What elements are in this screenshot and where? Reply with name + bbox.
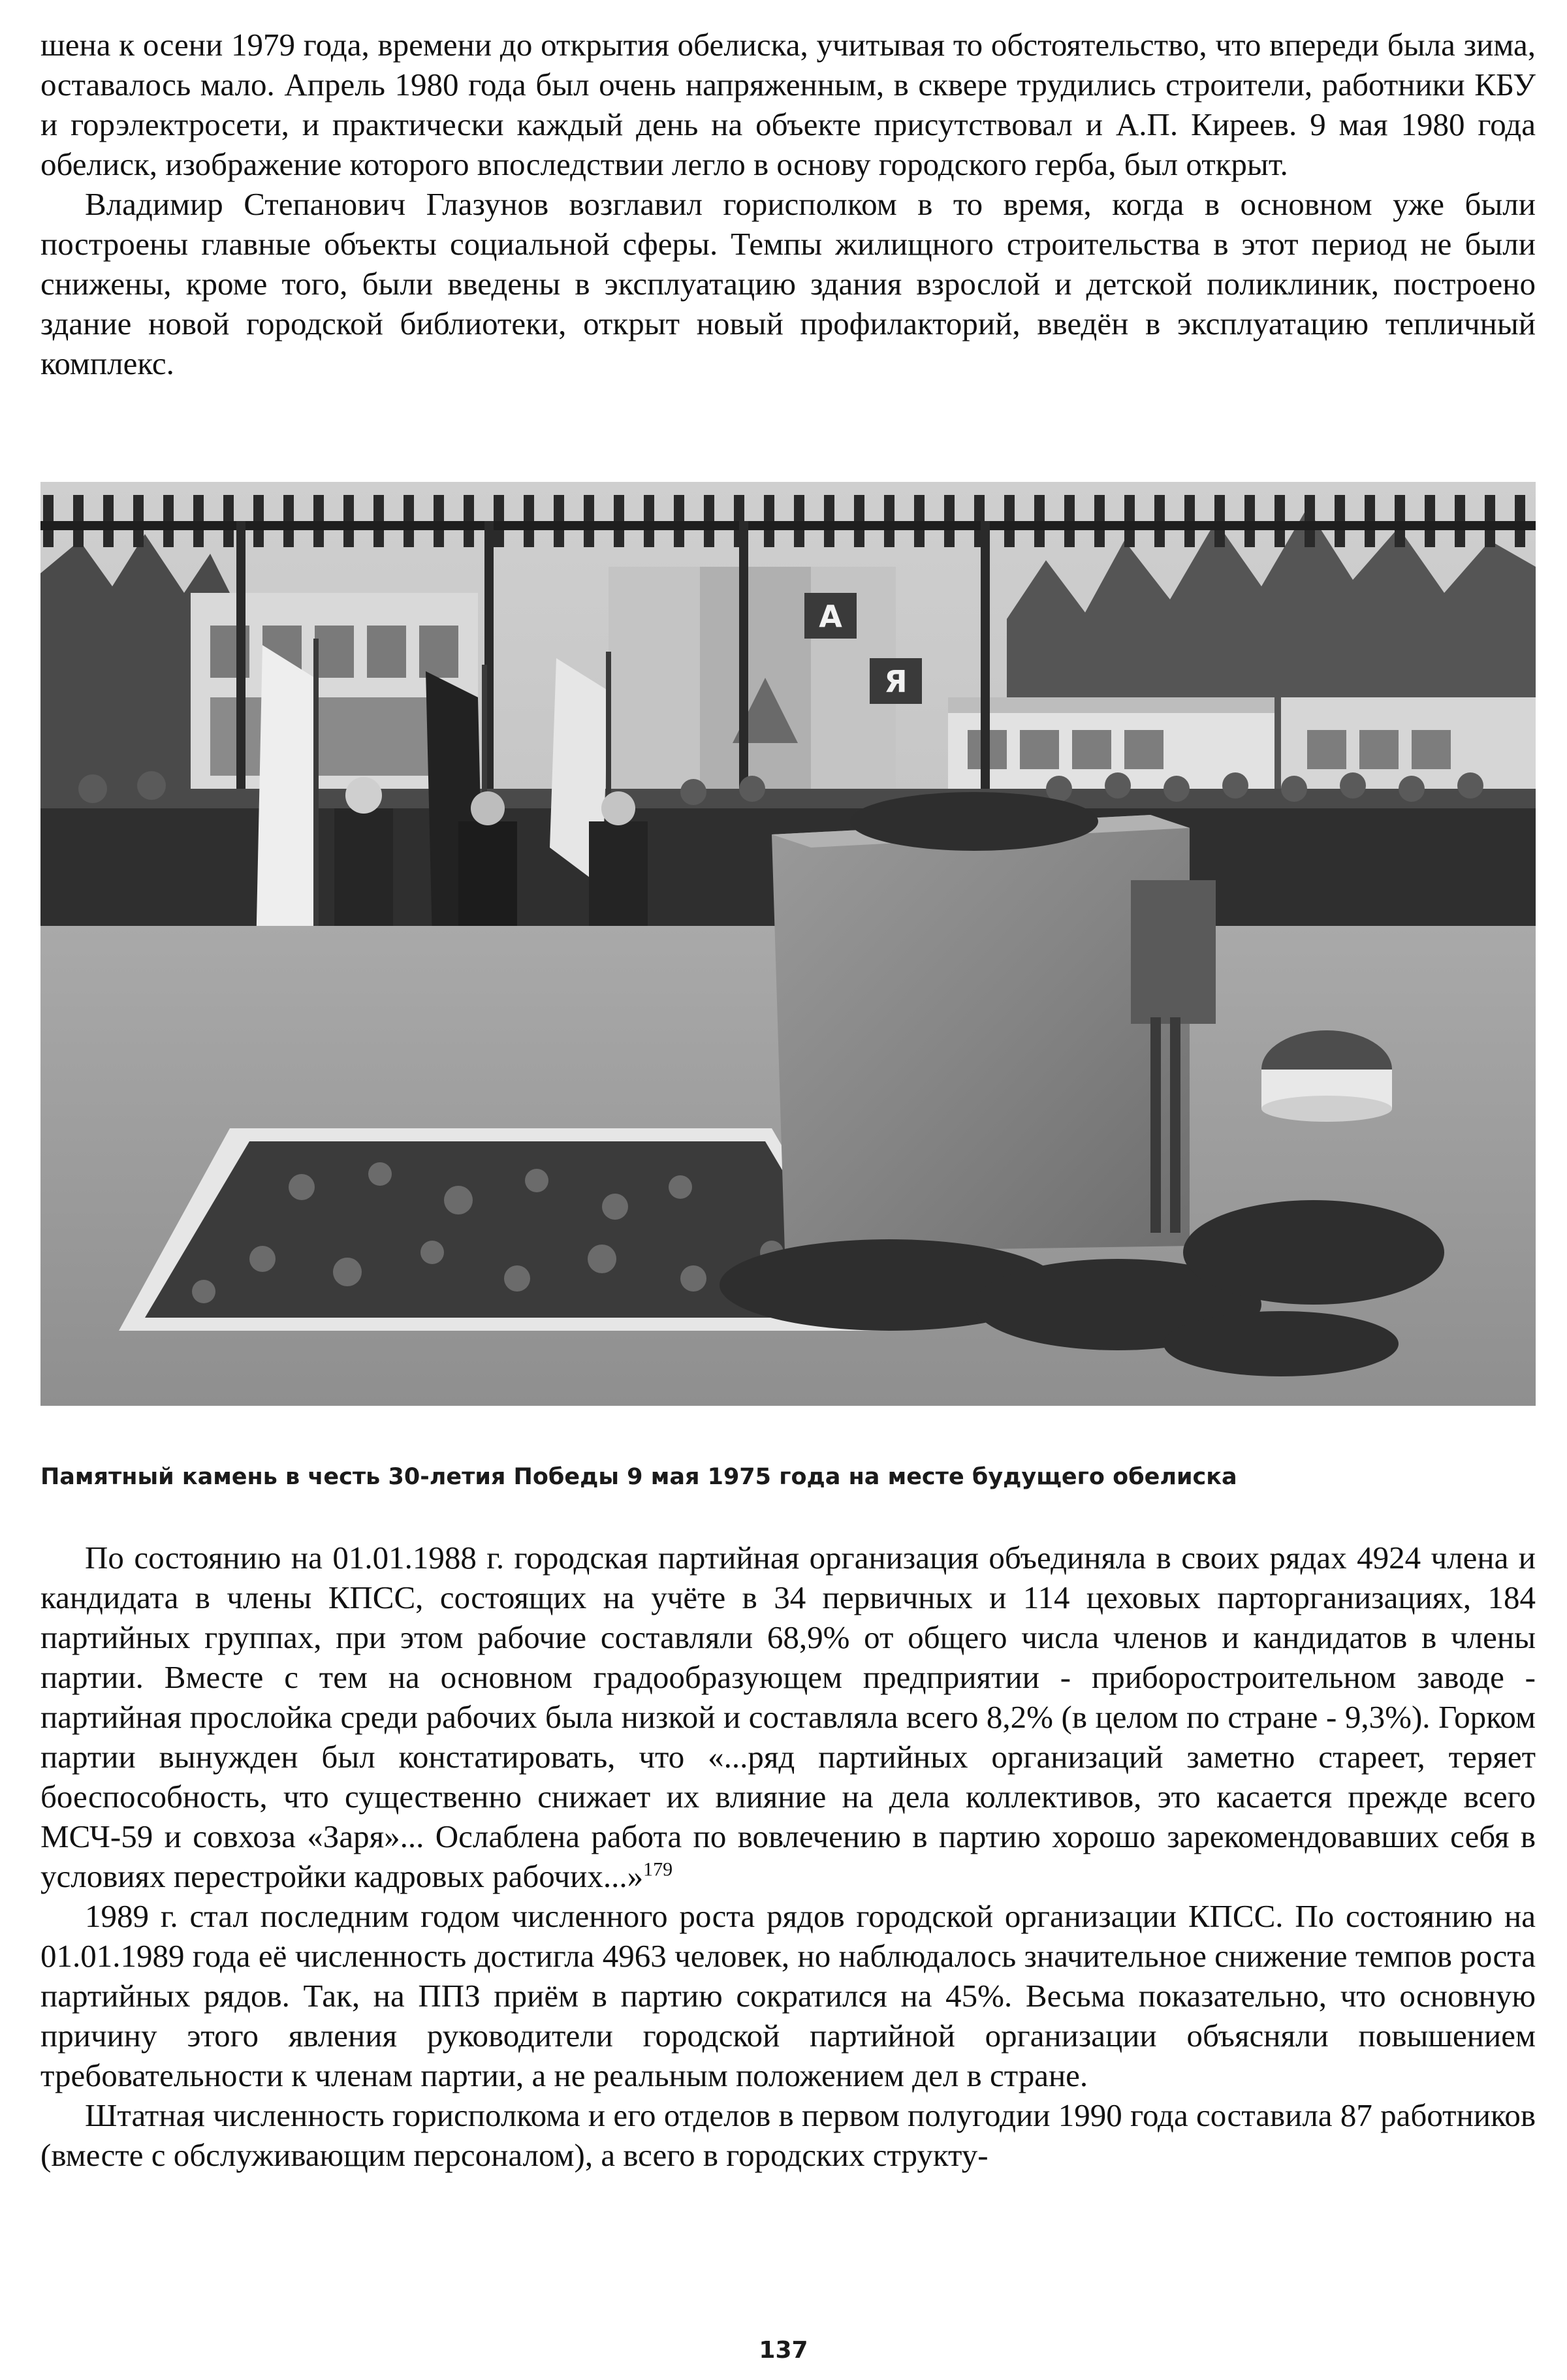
paragraph-party-1988 xyxy=(40,1538,1536,1896)
page-number: 137 xyxy=(759,2337,808,2364)
bottom-text-block xyxy=(40,1538,1536,2175)
footnote-reference: 179 xyxy=(643,1858,673,1880)
paragraph-glazunov: Владимир Степанович Глазунов возглавил горисполком в то время, когда в основном уже были построены главные объекты социальной сферы. Темпы жилищного строительства в этот период не были снижены, кроме того, были введены в эксплуатацию здания взрослой и детской поликлиник, построено здание новой городской библиотеки, открыт новый профилакторий, введён в эксплуатацию тепличный комплекс. xyxy=(40,186,1536,381)
photo-illustration xyxy=(40,482,1536,1406)
sign-letter-ya: Я xyxy=(884,664,908,699)
paragraph-party-1989: 1989 г. стал последним годом численного роста рядов городской организации КПСС. По состоянию на 01.01.1989 года её численность достигла 4963 человек, но наблюдалось значительное снижение темпов роста партийных рядов. Так, на ППЗ приём в партию сократился на 45%. Весьма показательно, что основную причину этого явления руководители городской партийной организации объясняли повышением требовательности к членам партии, а не реальным положением дел в стране. xyxy=(40,1898,1536,2093)
paragraph-continued: шена к осени 1979 года, времени до открытия обелиска, учитывая то обстоятельство, что впереди была зима, оставалось мало. Апрель 1980 года был очень напряженным, в сквере трудились строители, работники КБУ и горэлектросети, и практически каждый день на объекте присутствовал и А.П. Киреев. 9 мая 1980 года обелиск, изображение которого впоследствии легло в основу городского герба, был открыт. xyxy=(40,27,1536,182)
paragraph-staffing-1990: Штатная численность горисполкома и его отделов в первом полугодии 1990 года составила 87 работников (вместе с обслуживающим персоналом), а всего в городских структу- xyxy=(40,2097,1536,2173)
memorial-plaque xyxy=(1131,880,1216,1024)
flower-pot xyxy=(1261,1030,1392,1122)
photo-caption: Памятный камень в честь 30-летия Победы 9 мая 1975 года на месте будущего обелиска xyxy=(40,1464,1237,1490)
memorial-stone xyxy=(772,815,1216,1252)
top-text-block xyxy=(40,25,1536,383)
memorial-stone-photo xyxy=(40,482,1536,1406)
sign-letter-a: А xyxy=(819,599,842,634)
paragraph-party-1988-text: По состоянию на 01.01.1988 г. городская партийная организация объединяла в своих рядах 4924 члена и кандидата в члены КПСС, состоящих на учёте в 34 первичных и 114 цеховых парторганизациях, 184 партийных группах, при этом рабочие составляли 68,9% от общего числа членов и кандидатов в члены партии. Вместе с тем на основном градообразующем предприятии - приборостроительном заводе - партийная прослойка среди рабочих была низкой и составляла всего 8,2% (в целом по стране - 9,3%). Горком партии вынужден был констатировать, что «...ряд партийных организаций заметно стареет, теряет боеспособность, что существенно снижает их влияние на дела коллективов, это касается прежде всего МСЧ-59 и совхоза «Заря»... Ослаблена работа по вовлечению в партию хорошо зарекомендовавших себя в условиях перестройки кадровых рабочих...» xyxy=(40,1540,1536,1894)
